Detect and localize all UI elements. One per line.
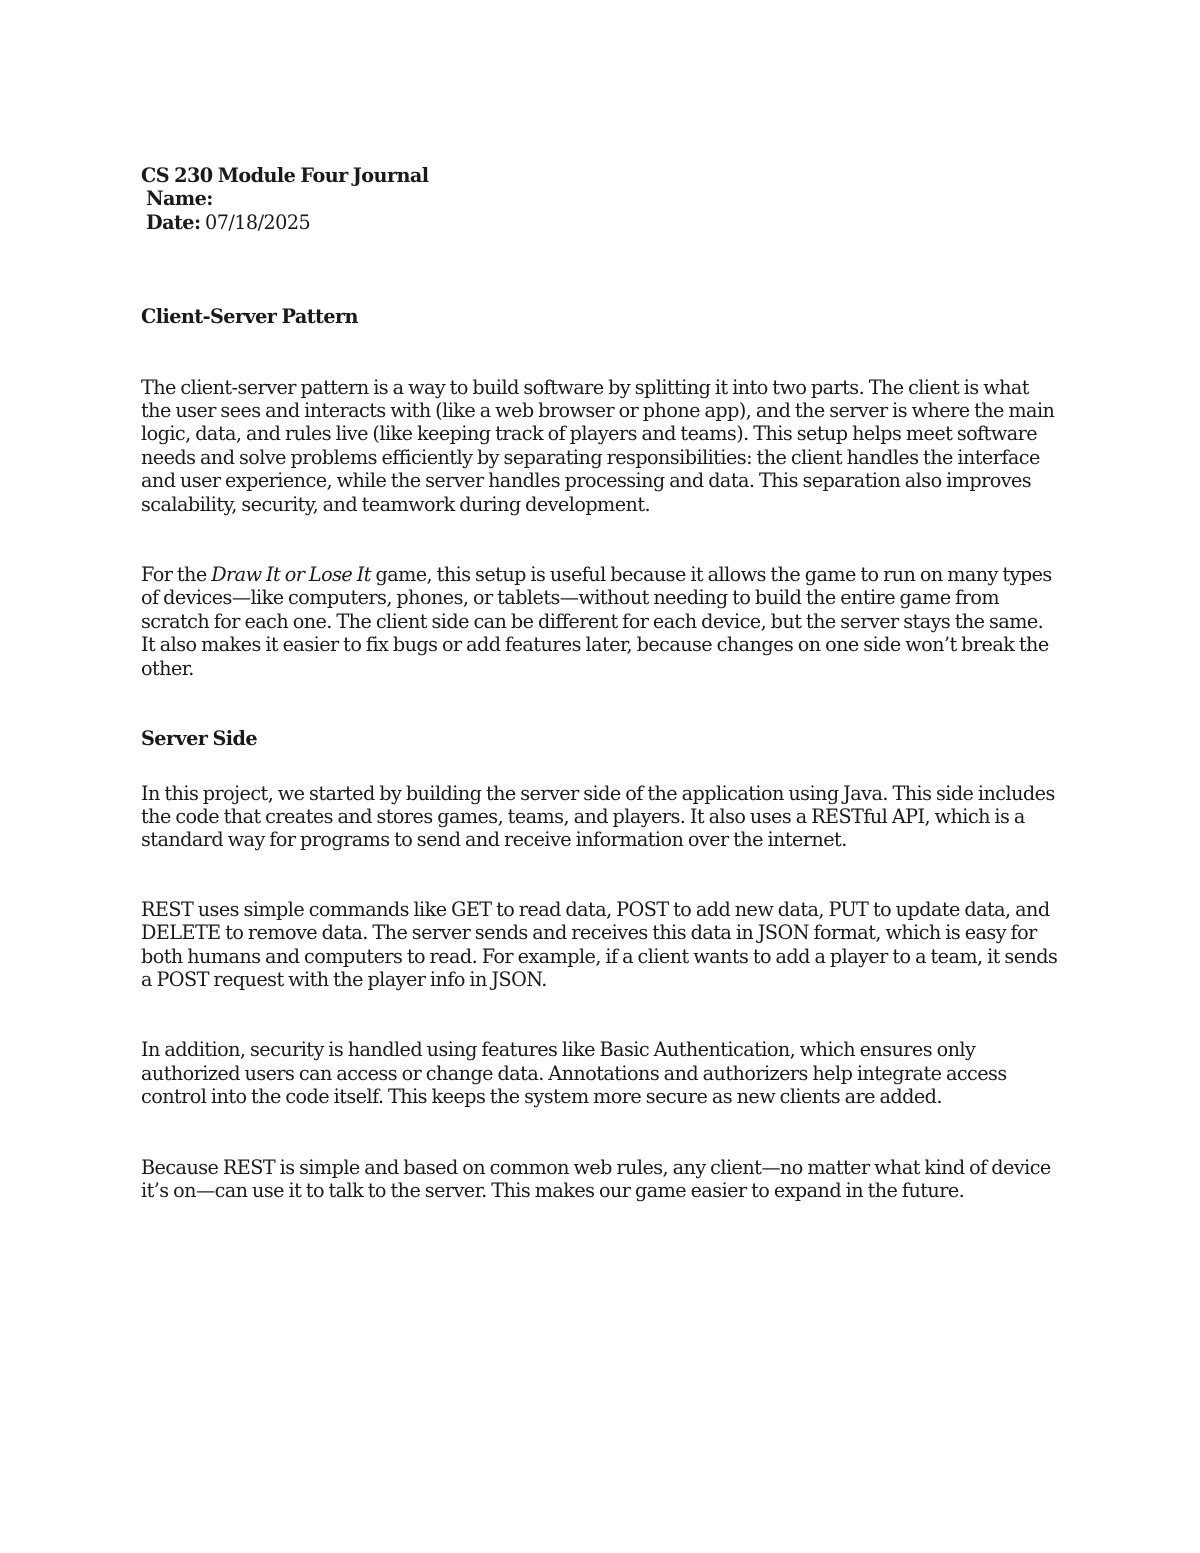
document-body: [141, 164, 1061, 1202]
name-label: Name:: [146, 187, 213, 211]
server-side-heading: Server Side: [141, 727, 258, 751]
date-value: 07/18/2025: [205, 210, 311, 234]
date-line: [141, 211, 1061, 234]
client-server-paragraph-1: The client-server pattern is a way to build software by splitting it into two parts. The client is what the user sees and interacts with (like a web browser or phone app), and the server is where the main logic, data, and rules live (like keeping track of players and teams). This setup helps meet software needs and solve problems efficiently by separating responsibilities: the client handles the interface and user experience, while the server handles processing and data. This separation also improves scalability, security, and teamwork during development.: [141, 375, 1055, 516]
server-side-paragraph-4: Because REST is simple and based on common web rules, any client—no matter what kind of device it’s on—can use it to talk to the server. This makes our game easier to expand in the future.: [141, 1155, 1051, 1202]
server-side-paragraph-2: REST uses simple commands like GET to read data, POST to add new data, PUT to update data, and DELETE to remove data. The server sends and receives this data in JSON format, which is easy for both humans and computers to read. For example, if a client wants to add a player to a team, it sends a POST request with the player info in JSON.: [141, 897, 1058, 991]
name-line: [141, 187, 1061, 210]
p2-rest: game, this setup is useful because it allows the game to run on many types of devices—like computers, phones, or tablets—without needing to build the entire game from scratch for each one. The client side can be different for each device, but the server stays the same. It also makes it easier to fix bugs or add features later, because changes on one side won’t break the other.: [141, 563, 1052, 680]
date-label: Date:: [146, 210, 201, 234]
server-side-paragraph-1: In this project, we started by building the server side of the application using Java. This side includes the code that creates and stores games, teams, and players. It also uses a RESTful API, which is a standard way for programs to send and receive information over the internet.: [141, 781, 1055, 852]
client-server-paragraph-2: [141, 563, 1061, 680]
server-side-paragraph-3: In addition, security is handled using features like Basic Authentication, which ensures only authorized users can access or change data. Annotations and authorizers help integrate access control into the code itself. This keeps the system more secure as new clients are added.: [141, 1038, 1007, 1109]
p2-prefix: For the: [141, 563, 212, 587]
game-title: Draw It or Lose It: [211, 563, 371, 587]
client-server-heading: Client-Server Pattern: [141, 305, 358, 329]
document-title: CS 230 Module Four Journal: [141, 164, 429, 187]
